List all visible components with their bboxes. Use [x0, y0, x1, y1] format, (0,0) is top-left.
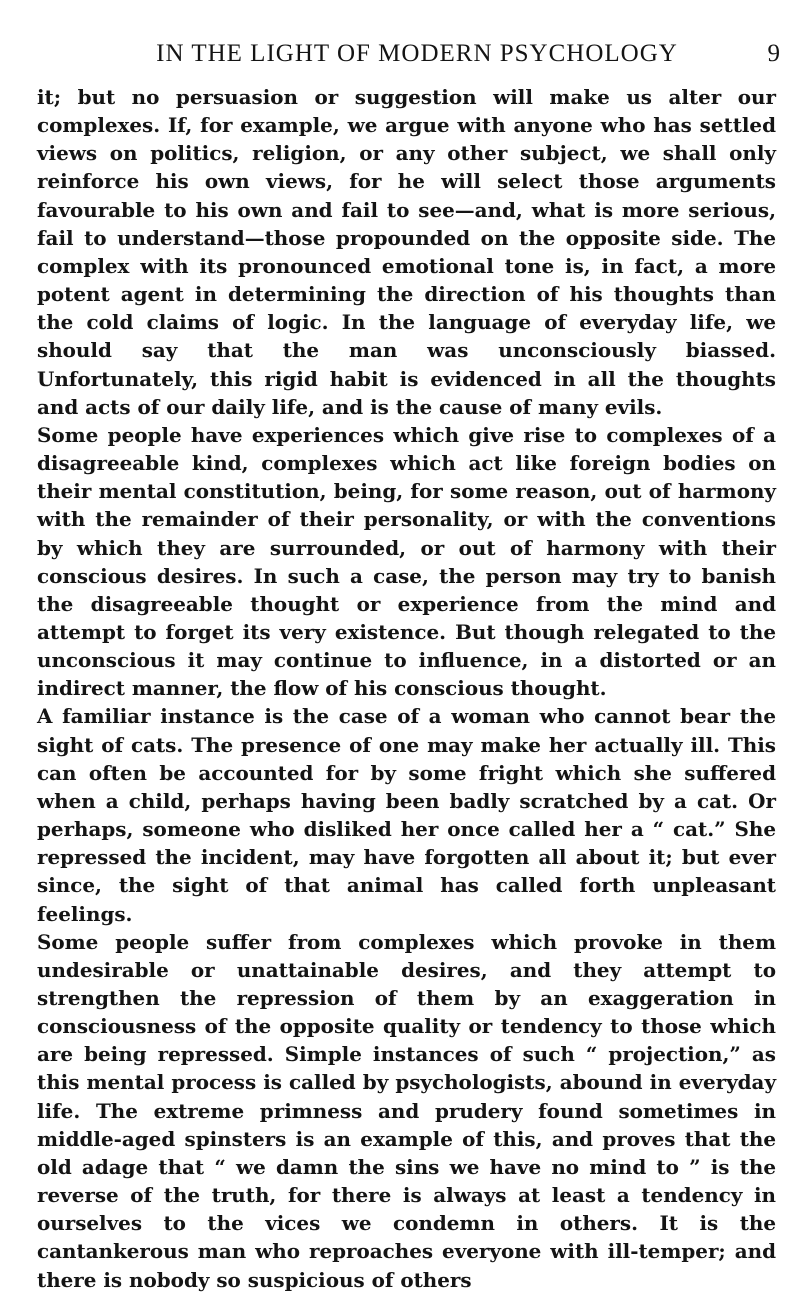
- body-text: [37, 83, 776, 1294]
- page-number: 9: [767, 40, 780, 67]
- running-title: IN THE LIGHT OF MODERN PSYCHOLOGY: [156, 40, 678, 67]
- paragraph-4: Some people suffer from complexes which provoke in them undesirable or unattainable desires, and they attempt to strengthen the repression of them by an exaggeration in consciousness of the opposite quality or tendency to those which are being repressed. Simple instances of such “ projection,” as this mental process is called by psychologists, abound in everyday life. The extreme primness and prudery found sometimes in middle-aged spinsters is an example of this, and proves that the old adage that “ we damn the sins we have no mind to ” is the reverse of the truth, for there is always at least a tendency in ourselves to the vices we condemn in others. It is the cantankerous man who reproaches everyone with ill-temper; and there is nobody so suspicious of others: [37, 929, 776, 1292]
- paragraph-3: A familiar instance is the case of a woman who cannot bear the sight of cats. The presence of one may make her actually ill. This can often be accounted for by some fright which she suffered when a child, perhaps having been badly scratched by a cat. Or perhaps, someone who disliked her once called her a “ cat.” She repressed the incident, may have forgotten all about it; but ever since, the sight of that animal has called forth unpleasant feelings.: [37, 704, 776, 926]
- running-header: [40, 36, 780, 72]
- paragraph-1: it; but no persuasion or suggestion will make us alter our complexes. If, for example, we argue with anyone who has settled views on politics, religion, or any other subject, we shall only reinforce his own views, for he will select those arguments favourable to his own and fail to see—and, what is more serious, fail to understand—those propounded on the opposite side. The complex with its pronounced emotional tone is, in fact, a more potent agent in determining the direction of his thoughts than the cold claims of logic. In the language of everyday life, we should say that the man was unconsciously biassed. Unfortunately, this rigid habit is evidenced in all the thoughts and acts of our daily life, and is the cause of many evils.: [37, 85, 776, 419]
- paragraph-2: Some people have experiences which give rise to complexes of a disagreeable kind, complexes which act like foreign bodies on their mental constitution, being, for some reason, out of harmony with the remainder of their personality, or with the conventions by which they are surrounded, or out of harmony with their conscious desires. In such a case, the person may try to banish the disagreeable thought or experience from the mind and attempt to forget its very existence. But though relegated to the unconscious it may continue to influence, in a distorted or an indirect manner, the flow of his conscious thought.: [37, 422, 776, 701]
